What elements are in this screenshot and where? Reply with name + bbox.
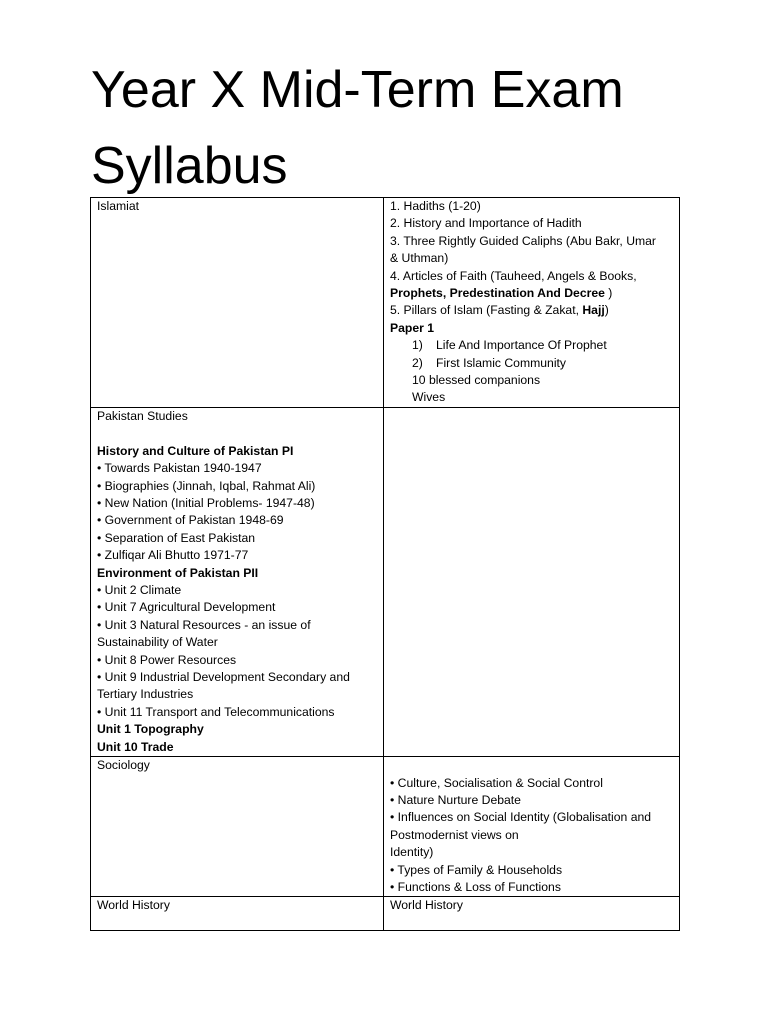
list-item: • Unit 7 Agricultural Development: [97, 600, 276, 615]
bold-text: Hajj: [582, 303, 605, 318]
list-item: • Functions & Loss of Functions: [390, 879, 561, 894]
list-item-bold: Unit 1 Topography: [97, 722, 204, 737]
subject-cell-islamiat: [91, 198, 384, 408]
cell-text: World History: [390, 898, 463, 913]
list-item: 1. Hadiths (1-20): [390, 199, 481, 213]
syllabus-table: [90, 197, 680, 931]
section-heading: Environment of Pakistan PII: [97, 565, 259, 580]
item-number: 2): [412, 355, 423, 370]
list-item: • Unit 8 Power Resources: [97, 652, 237, 667]
list-item: • Types of Family & Households: [390, 862, 563, 877]
list-item: • Unit 3 Natural Resources - an issue of: [97, 617, 311, 632]
list-item: 3. Three Rightly Guided Caliphs (Abu Bakr, Umar: [390, 233, 656, 248]
content-cell-sociology: [384, 757, 680, 897]
subject-cell-sociology: [91, 757, 384, 897]
list-item: [390, 285, 673, 302]
table-row-islamiat: [91, 198, 680, 408]
list-item-bold: Unit 10 Trade: [97, 739, 174, 754]
list-item: • Separation of East Pakistan: [97, 530, 256, 545]
content-cell-world-history: [384, 897, 680, 931]
spacer: [97, 425, 377, 442]
section-heading: History and Culture of Pakistan PI: [97, 443, 294, 458]
list-item: • Unit 9 Industrial Development Secondary and: [97, 670, 350, 685]
list-item: • Unit 11 Transport and Telecommunications: [97, 704, 335, 719]
bold-text: Prophets, Predestination And Decree: [390, 286, 605, 301]
item-text: Life And Importance Of Prophet: [436, 338, 607, 353]
title-line-2: Syllabus: [91, 137, 288, 195]
title-line-1: Year X Mid-Term Exam: [91, 61, 624, 119]
subject-name: Pakistan Studies: [97, 409, 188, 423]
list-item: • Government of Pakistan 1948-69: [97, 513, 284, 528]
list-item: • Culture, Socialisation & Social Control: [390, 775, 603, 790]
list-item: Sustainability of Water: [97, 635, 218, 650]
table-row-pakistan-studies: [91, 408, 680, 757]
subject-cell-world-history: [91, 897, 384, 931]
paper-heading: Paper 1: [390, 320, 435, 335]
list-item: & Uthman): [390, 251, 449, 266]
document-title: [91, 52, 711, 204]
sub-item: 10 blessed companions: [412, 373, 541, 388]
spacer: [390, 757, 673, 774]
list-item: • Unit 2 Climate: [97, 583, 182, 598]
list-item: • Biographies (Jinnah, Iqbal, Rahmat Ali): [97, 478, 316, 493]
list-item: 4. Articles of Faith (Tauheed, Angels & Books,: [390, 268, 637, 283]
list-item: 2. History and Importance of Hadith: [390, 216, 582, 231]
list-item: Identity): [390, 845, 434, 860]
subject-cell-pakistan-studies: [91, 408, 384, 757]
item-number: 1): [412, 338, 423, 353]
list-item: • Zulfiqar Ali Bhutto 1971-77: [97, 548, 249, 563]
table-row-sociology: [91, 757, 680, 897]
content-cell-pakistan-studies: [384, 408, 680, 757]
list-item: • New Nation (Initial Problems- 1947-48): [97, 496, 315, 511]
list-item: • Influences on Social Identity (Globalisation and: [390, 810, 652, 825]
text: ): [604, 303, 609, 318]
subject-name: Sociology: [97, 758, 150, 773]
list-item: • Nature Nurture Debate: [390, 792, 521, 807]
list-item: Tertiary Industries: [97, 687, 194, 702]
numbered-item: [390, 355, 673, 372]
table-row-world-history: [91, 897, 680, 931]
text: ): [604, 286, 613, 301]
text: 5. Pillars of Islam (Fasting & Zakat,: [390, 303, 583, 318]
content-cell-islamiat: [384, 198, 680, 408]
sub-item: Wives: [412, 390, 446, 405]
list-item: • Towards Pakistan 1940-1947: [97, 461, 262, 476]
numbered-item: [390, 337, 673, 354]
subject-name: Islamiat: [97, 199, 139, 213]
list-item: Postmodernist views on: [390, 827, 519, 842]
subject-name: World History: [97, 898, 170, 913]
list-item: [390, 302, 673, 319]
item-text: First Islamic Community: [436, 355, 567, 370]
